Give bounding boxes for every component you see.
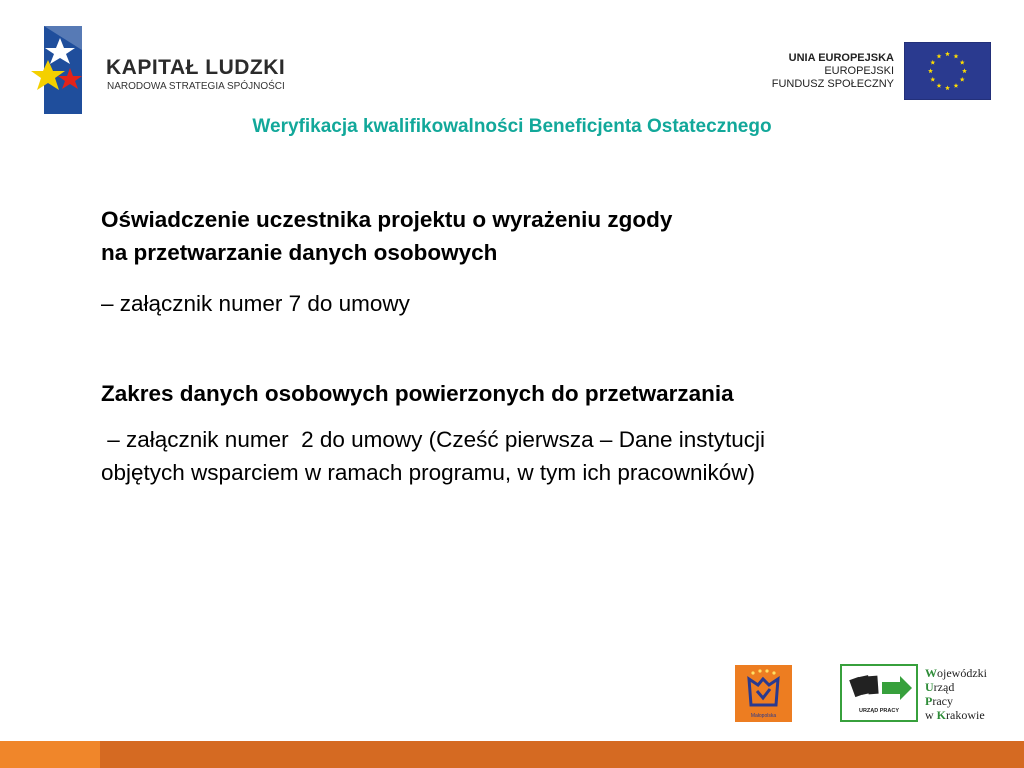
block1-heading-line1: Oświadczenie uczestnika projektu o wyrażeniu zgody <box>101 207 673 232</box>
block1-sub: – załącznik numer 7 do umowy <box>101 291 410 316</box>
malopolska-icon <box>735 665 792 722</box>
block2-heading: Zakres danych osobowych powierzonych do przetwarzania <box>101 381 734 406</box>
wup-line4: w Krakowie <box>925 708 985 722</box>
slide-title: Weryfikacja kwalifikowalności Beneficjenta Ostatecznego <box>252 116 772 137</box>
wup-line2: Urząd <box>925 680 955 694</box>
block1-heading-line2: na przetwarzanie danych osobowych <box>101 240 498 265</box>
eu-flag-icon <box>904 42 991 100</box>
kapital-ludzki-logo <box>30 22 300 116</box>
wup-line1: Wojewódzki <box>925 666 987 680</box>
wup-box-label: URZĄD PRACY <box>858 708 900 714</box>
footer-bar <box>100 741 1024 768</box>
block2-sub-line2: objętych wsparciem w ramach programu, w tym ich pracowników) <box>101 460 755 485</box>
malopolska-logo <box>735 665 792 722</box>
footer-bar-accent <box>0 741 100 768</box>
eu-line1: UNIA EUROPEJSKA <box>788 52 894 64</box>
eu-line2: EUROPEJSKI <box>824 65 894 77</box>
wup-logo <box>840 664 918 722</box>
kl-subtitle: NARODOWA STRATEGIA SPÓJNOŚCI <box>107 81 285 92</box>
block2-sub <box>101 423 765 489</box>
block2-sub-line1: – załącznik numer 2 do umowy (Cześć pierwsza – Dane instytucji <box>101 427 766 452</box>
eu-line3: FUNDUSZ SPOŁECZNY <box>771 78 894 90</box>
kapital-ludzki-star-icon <box>30 22 90 116</box>
kl-title: KAPITAŁ LUDZKI <box>106 56 286 79</box>
block1-heading <box>101 203 672 269</box>
wup-icon <box>842 666 916 720</box>
wup-line3: Pracy <box>925 694 953 708</box>
eu-fund-text <box>772 52 894 91</box>
malopolska-label: Małopolska <box>750 713 777 719</box>
wup-name <box>925 666 987 722</box>
